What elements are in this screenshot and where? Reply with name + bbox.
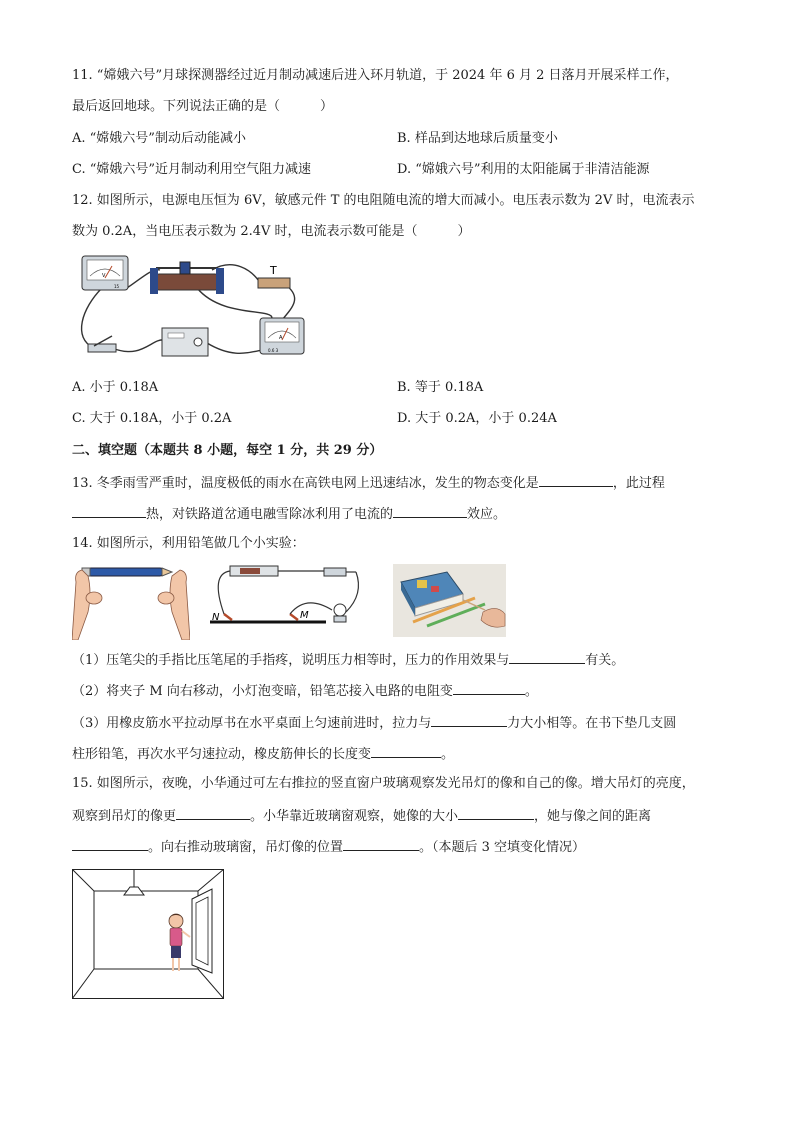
switch-device — [88, 336, 116, 352]
q12-option-c[interactable]: C. 大于 0.18A，小于 0.2A — [72, 411, 232, 426]
q11-stem-line1: 11. “嫦娥六号”月球探测器经过近月制动减速后进入环月轨道，于 2024 年 6 月 2 日落月开展采样工作， — [72, 68, 679, 83]
q15-room-figure — [72, 869, 224, 999]
q15-text-5: 。（本题后 3 空填变化情况） — [419, 840, 586, 855]
q15-blank-3[interactable] — [72, 836, 148, 851]
q14-book-photo — [393, 564, 506, 637]
bulb-icon — [334, 604, 346, 616]
q14-sub2-text-1: （2）将夹子 M 向右移动，小灯泡变暗，铅笔芯接入电路的电阻变 — [72, 684, 453, 699]
q14-intro: 14. 如图所示，利用铅笔做几个小实验： — [72, 536, 305, 551]
q15-text-1: 观察到吊灯的像更 — [72, 809, 177, 824]
rheostat-device — [150, 262, 224, 294]
q13-text-1: 13. 冬季雨雪严重时，温度极低的雨水在高铁电网上迅速结冰，发生的物态变化是 — [72, 476, 539, 491]
q14-pencil-pressing-figure — [72, 562, 190, 640]
q12-option-d[interactable]: D. 大于 0.2A，小于 0.24A — [397, 411, 557, 426]
q15-text-2: 。小华靠近玻璃窗观察，她像的大小 — [250, 809, 459, 824]
voltmeter-label: V — [102, 273, 106, 279]
clip-m-label: M — [300, 610, 309, 621]
q11-option-c[interactable]: C. “嫦娥六号”近月制动利用空气阻力减速 — [72, 162, 312, 177]
q13-blank-2[interactable] — [72, 503, 146, 518]
q13-line1 — [72, 472, 665, 494]
q12-paren-close: ） — [457, 224, 471, 239]
q14-sub3-text-2: 力大小相等。在书下垫几支圆 — [507, 716, 677, 731]
q14-sub2-text-2: 。 — [524, 684, 538, 699]
q14-blank-4[interactable] — [371, 743, 441, 758]
q14-sub2 — [72, 680, 538, 702]
q12-option-b[interactable]: B. 等于 0.18A — [397, 380, 484, 395]
q15-line3 — [72, 836, 585, 858]
q14-sub1 — [72, 649, 624, 671]
left-hand — [72, 570, 90, 640]
q15-blank-2[interactable] — [458, 805, 534, 820]
q15-blank-4[interactable] — [343, 836, 419, 851]
q12-stem-line1: 12. 如图所示，电源电压恒为 6V，敏感元件 T 的电阻随电流的增大而减小。电压表示数为 2V 时，电流表示 — [72, 193, 695, 208]
q13-text-4: 效应。 — [467, 507, 507, 522]
q14-blank-2[interactable] — [453, 680, 525, 695]
q14-sub3-text-1: （3）用橡皮筋水平拉动厚书在水平桌面上匀速前进时，拉力与 — [72, 716, 432, 731]
q14-sub3-text-4: 。 — [441, 747, 455, 762]
voltmeter-scale: 15 — [114, 284, 120, 289]
clip-n-label: N — [212, 612, 220, 623]
sensitive-element-t — [258, 264, 290, 288]
q14-pencil-circuit-figure — [206, 564, 366, 630]
q11-paren-close: ） — [320, 99, 334, 114]
q15-text-3: ，她与像之间的距离 — [534, 809, 652, 824]
right-hand — [170, 570, 190, 640]
q11-option-d[interactable]: D. “嫦娥六号”利用的太阳能属于非清洁能源 — [397, 162, 650, 177]
q15-text-4: 。向右推动玻璃窗，吊灯像的位置 — [148, 840, 344, 855]
q12-option-a[interactable]: A. 小于 0.18A — [72, 380, 159, 395]
q13-blank-3[interactable] — [393, 503, 467, 518]
q15-blank-1[interactable] — [176, 805, 250, 820]
q11-stem-text: 最后返回地球。下列说法正确的是（ — [72, 99, 281, 114]
q12-stem-line2 — [72, 222, 471, 242]
q11-stem-line2 — [72, 97, 333, 117]
switch-small — [324, 568, 346, 576]
q14-sub1-text-1: （1）压笔尖的手指比压笔尾的手指疼，说明压力相等时，压力的作用效果与 — [72, 653, 510, 668]
q14-blank-1[interactable] — [509, 649, 585, 664]
q14-blank-3[interactable] — [431, 712, 507, 727]
q12-stem-text: 数为 0.2A，当电压表示数为 2.4V 时，电流表示数可能是（ — [72, 224, 418, 239]
q15-line1: 15. 如图所示，夜晚，小华通过可左右推拉的竖直窗户玻璃观察发光吊灯的像和自己的像。增大吊灯的亮度， — [72, 776, 695, 791]
q14-sub3-line1 — [72, 712, 676, 734]
section-heading: 二、填空题（本题共 8 小题，每空 1 分，共 29 分） — [72, 443, 383, 458]
q13-text-2: ，此过程 — [612, 476, 665, 491]
q13-blank-1[interactable] — [539, 472, 613, 487]
q15-line2 — [72, 805, 651, 827]
q11-option-a[interactable]: A. “嫦娥六号”制动后动能减小 — [72, 131, 246, 146]
ammeter-label: A — [279, 335, 283, 341]
q12-circuit-figure — [72, 248, 312, 366]
q14-sub1-text-2: 有关。 — [585, 653, 625, 668]
element-t-label: T — [270, 264, 277, 277]
power-supply-device — [162, 328, 208, 356]
q13-line2 — [72, 503, 506, 525]
q11-option-b[interactable]: B. 样品到达地球后质量变小 — [397, 131, 558, 146]
q14-sub3-line2 — [72, 743, 454, 765]
ammeter-scale: 0.6 3 — [268, 348, 279, 353]
q14-sub3-text-3: 柱形铅笔，再次水平匀速拉动，橡皮筋伸长的长度变 — [72, 747, 372, 762]
sliding-window — [192, 889, 212, 973]
ammeter-device — [260, 318, 304, 354]
voltmeter-device — [82, 256, 128, 290]
q13-text-3: 热，对铁路道岔通电融雪除冰利用了电流的 — [146, 507, 394, 522]
